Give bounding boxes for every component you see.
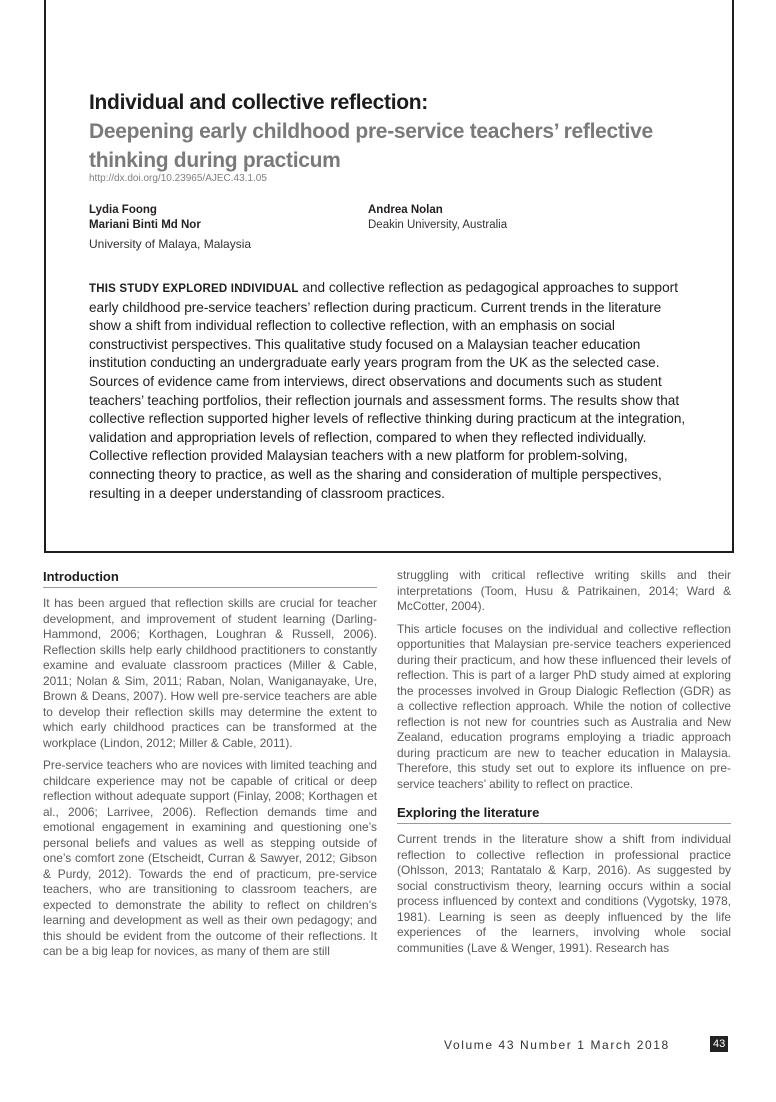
doi-link[interactable]: http://dx.doi.org/10.23965/AJEC.43.1.05	[89, 173, 267, 184]
author-name: Mariani Binti Md Nor	[89, 219, 201, 231]
journal-issue-footer: Volume 43 Number 1 March 2018	[444, 1038, 670, 1052]
page-number: 43	[710, 1036, 728, 1052]
title-subtitle: Deepening early childhood pre-service teachers’ reflective thinking during practicum	[89, 120, 653, 172]
left-column	[43, 568, 377, 967]
author-affiliation: University of Malaya, Malaysia	[89, 237, 252, 251]
author-name: Andrea Nolan	[368, 204, 443, 216]
section-heading-introduction: Introduction	[43, 568, 377, 588]
abstract-body: and collective reflection as pedagogical approaches to support early childhood pre-service teachers’ reflection during practicum. Current trends in the literature show a shift from individual reflection to collective reflection, with an emphasis on social constructivist perspectives. This qualitative study focused on a Malaysian teacher education institution conducting an undergraduate early years program from the UK as the selected case. Sources of evidence came from interviews, direct observations and documents such as student teachers’ teaching portfolios, their reflection journals and assessment forms. The results show that collective reflection supported higher levels of reflective thinking during practicum at the integration, validation and appropriation levels of reflection, compared to when they reflected individually. Collective reflection provided Malaysian teachers with a new platform for problem-solving, connecting theory to practice, as well as the sharing and consideration of multiple perspectives, resulting in a deeper understanding of classroom practices.	[89, 280, 686, 501]
abstract	[89, 279, 693, 503]
paragraph: This article focuses on the individual and collective reflection opportunities that Malaysian pre-service teachers experienced during their practicum, and how these influenced their levels of reflection. This is part of a larger PhD study aimed at exploring the processes involved in Group Dialogic Reflection (GDR) as a collective reflection approach. While the notion of collective reflection is not new for countries such as Australia and New Zealand, education programs employing a triadic approach during practicum are new to teacher education in Malaysia. Therefore, this study set out to explore its influence on pre-service teachers’ ability to reflect on practice.	[397, 621, 731, 791]
paragraph: Current trends in the literature show a shift from individual reflection to collective reflection in professional practice (Ohlsson, 2013; Rantatalo & Karp, 2016). As suggested by social constructivism theory, learning occurs within a social process influenced by context and conditions (Vygotsky, 1978, 1981). Learning is seen as deeply influenced by the life experiences of the learners, involving whole social communities (Lave & Wenger, 1991). Research has	[397, 832, 731, 955]
title-main: Individual and collective reflection:	[89, 91, 428, 114]
author-affiliation: Deakin University, Australia	[368, 219, 508, 231]
authors-right	[368, 203, 507, 233]
paragraph: Pre-service teachers who are novices with limited teaching and childcare experience may not be capable of critical or deep reflection without adequate support (Finlay, 2008; Korthagen et al., 2006; Larrivee, 2006). Reflection demands time and emotional engagement in examining and questioning one’s personal beliefs and values as well as stepping outside of one’s comfort zone (Etscheidt, Curran & Sawyer, 2012; Gibson & Purdy, 2012). Towards the end of practicum, pre-service teachers, who are transitioning to classroom teachers, are expected to demonstrate the ability to reflect on children’s learning and development as well as their own pedagogy; and this should be evident from the outcome of their reflections. It can be a big leap for novices, as many of them are still	[43, 758, 377, 958]
paragraph: It has been argued that reflection skills are crucial for teacher development, and improvement of student learning (Darling-Hammond, 2006; Korthagen, Loughran & Russell, 2006). Reflection skills help early childhood practitioners to constantly examine and evaluate classroom practices (Miller & Cable, 2011; Nolan & Sim, 2011; Raban, Nolan, Waniganayake, Ure, Brown & Deans, 2007). How well pre-service teachers are able to develop their reflection skills may determine the extent to which early childhood practices can be transformed at the workplace (Lindon, 2012; Miller & Cable, 2011).	[43, 596, 377, 750]
section-heading-exploring-literature: Exploring the literature	[397, 804, 731, 824]
article-title	[89, 88, 689, 175]
author-name: Lydia Foong	[89, 204, 157, 216]
right-column	[397, 568, 731, 963]
paragraph: struggling with critical reflective writing skills and their interpretations (Toom, Husu & Patrikainen, 2014; Ward & McCotter, 2004).	[397, 568, 731, 613]
authors-left	[89, 203, 201, 233]
abstract-lead: THIS STUDY EXPLORED INDIVIDUAL	[89, 283, 299, 295]
